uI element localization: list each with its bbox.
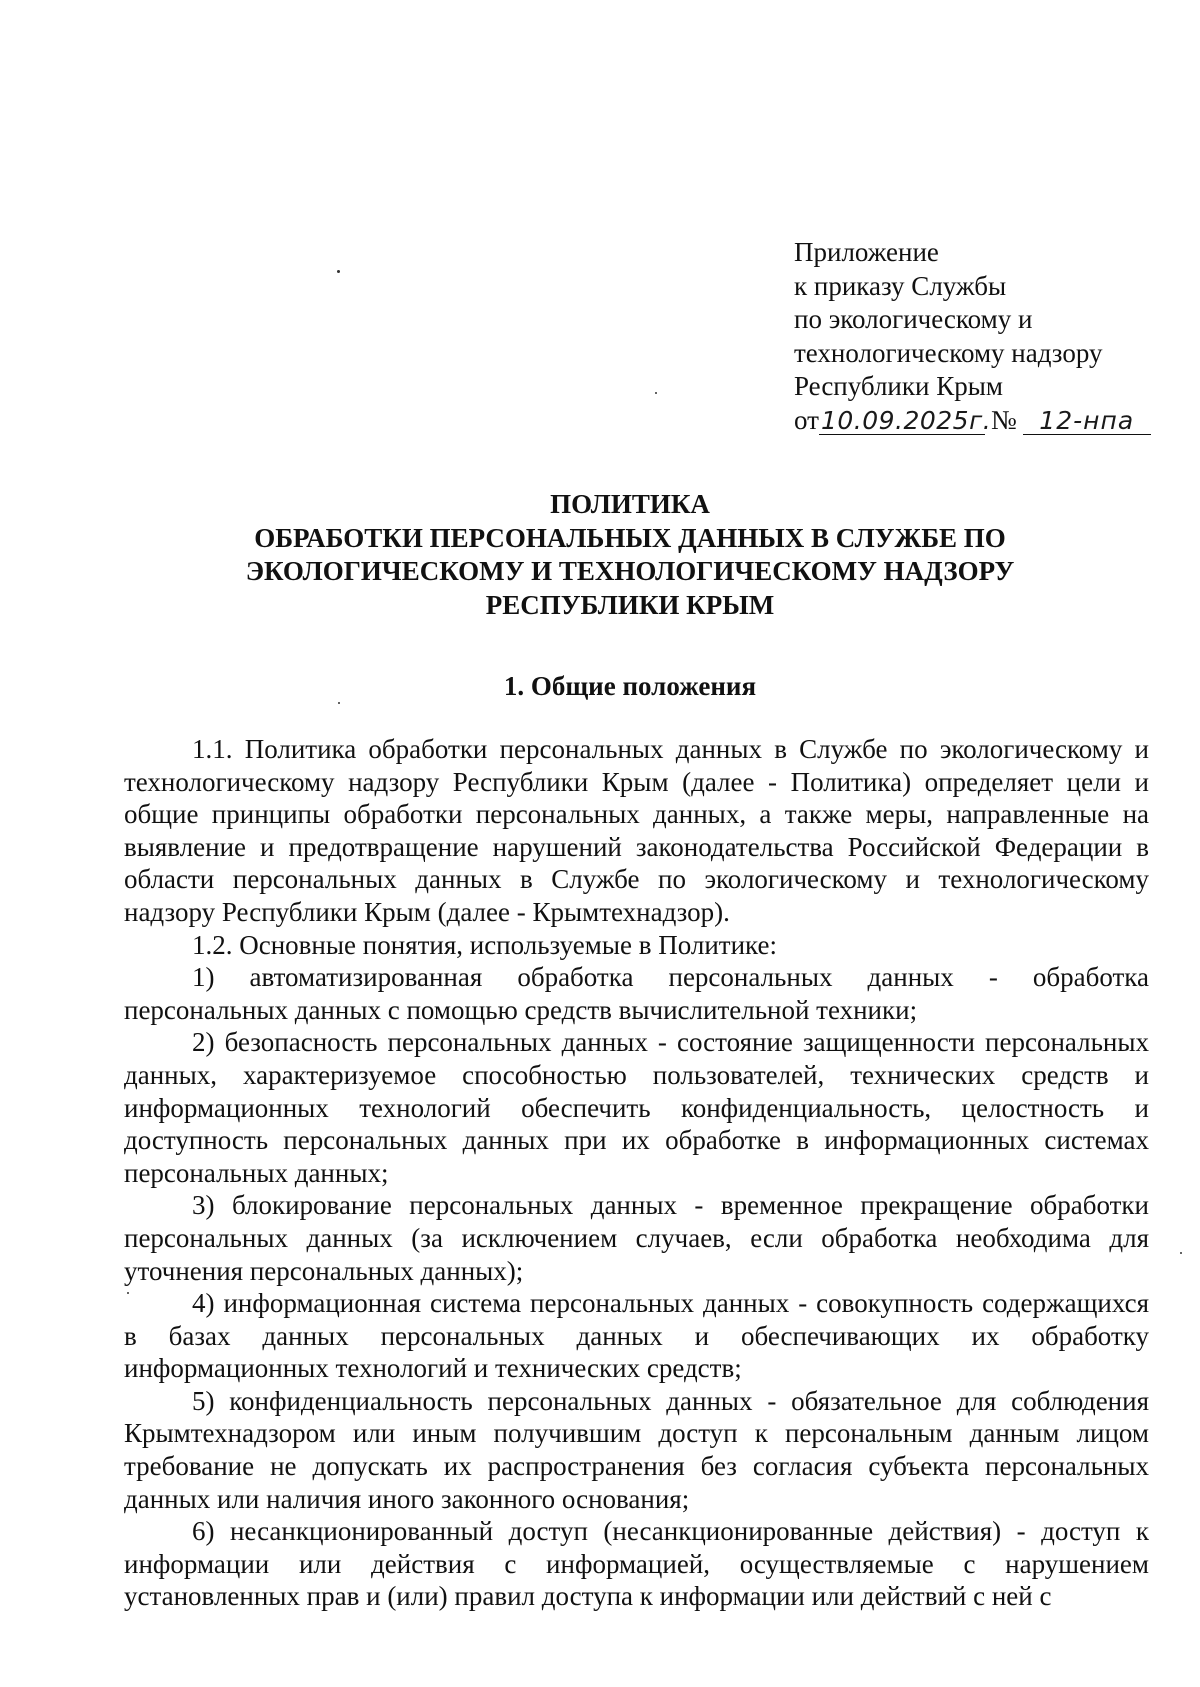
- scan-speck: [127, 1292, 129, 1294]
- title-line: ОБРАБОТКИ ПЕРСОНАЛЬНЫХ ДАННЫХ В СЛУЖБЕ ПО: [254, 522, 1006, 553]
- order-date-line: [794, 404, 1174, 438]
- section-heading: 1. Общие положения: [503, 671, 757, 701]
- appendix-line: по экологическому и: [794, 304, 1033, 334]
- appendix-line: к приказу Службы: [794, 270, 1007, 301]
- appendix-line: Приложение: [794, 237, 939, 267]
- handwritten-date: 10.09.2025г.: [820, 405, 992, 435]
- number-sign: №: [990, 404, 1017, 435]
- paragraph: 1) автоматизированная обработка персональных данных - обработка персональных данных с помощью средств вычислительной техники;: [124, 962, 1149, 1025]
- paragraph: 3) блокирование персональных данных - временное прекращение обработки персональных данных (за исключением случаев, если обработка необходима для уточнения персональных данных);: [124, 1190, 1149, 1286]
- paragraph: 2) безопасность персональных данных - состояние защищенности персональных данных, характеризуемое способностью пользователей, технических средств и информационных технологий обеспечить конфиденциальность, целостность и доступность персональных данных при их обработке в информационных системах персональных данных;: [124, 1027, 1149, 1188]
- paragraph: 6) несанкционированный доступ (несанкционированные действия) - доступ к информации или действия с информацией, осуществляемые с нарушением установленных прав и (или) правил доступа к информации или действий с ней с: [124, 1516, 1149, 1612]
- handwritten-number: 12-нпа: [1023, 408, 1151, 435]
- appendix-line: Республики Крым: [794, 371, 1003, 401]
- title-line: РЕСПУБЛИКИ КРЫМ: [485, 589, 775, 620]
- scan-speck: [338, 702, 340, 704]
- document-title: [200, 488, 1060, 622]
- scan-speck: [655, 392, 657, 394]
- paragraph: 1.2. Основные понятия, используемые в Политике:: [192, 929, 777, 960]
- date-prefix: от: [794, 404, 819, 435]
- title-line: ПОЛИТИКА: [550, 489, 710, 519]
- title-line: ЭКОЛОГИЧЕСКОМУ И ТЕХНОЛОГИЧЕСКОМУ НАДЗОРУ: [245, 556, 1015, 586]
- appendix-block: [794, 236, 1174, 437]
- scan-speck: [337, 270, 340, 273]
- section-body: [124, 733, 1149, 1613]
- paragraph: 1.1. Политика обработки персональных данных в Службе по экологическому и технологическому надзору Республики Крым (далее - Политика) определяет цели и общие принципы обработки персональных данных, а также меры, направленные на выявление и предотвращение нарушений законодательства Российской Федерации в области персональных данных в Службе по экологическому и технологическому надзору Республики Крым (далее - Крымтехнадзор).: [124, 734, 1149, 927]
- paragraph: 4) информационная система персональных данных - совокупность содержащихся в базах данных персональных данных и обеспечивающих их обработку информационных технологий и технических средств;: [124, 1288, 1149, 1384]
- scan-speck: [1180, 1252, 1182, 1254]
- appendix-line: технологическому надзору: [794, 337, 1103, 368]
- paragraph: 5) конфиденциальность персональных данных - обязательное для соблюдения Крымтехнадзором или иным получившим доступ к персональным данным лицом требование не допускать их распространения без согласия субъекта персональных данных или наличия иного законного основания;: [124, 1385, 1149, 1514]
